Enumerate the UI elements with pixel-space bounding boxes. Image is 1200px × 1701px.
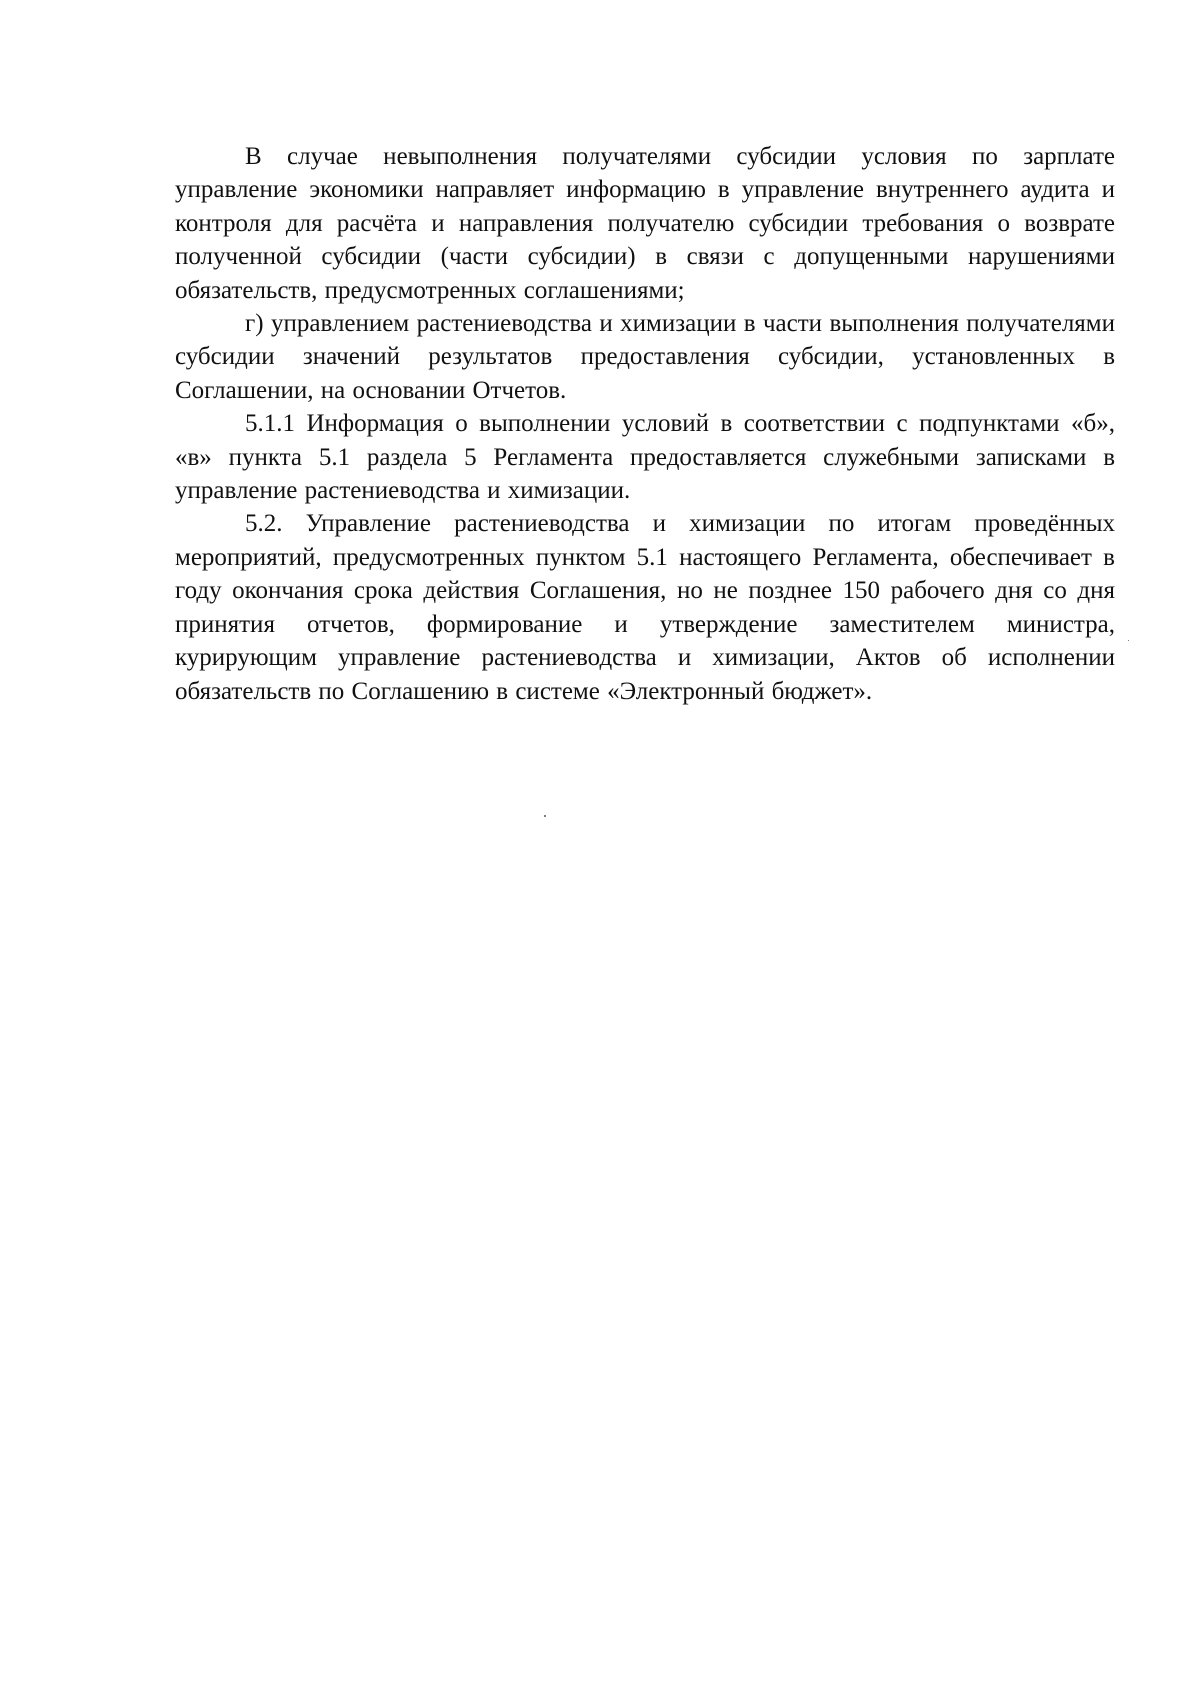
- paragraph-5-1-1: 5.1.1 Информация о выполнении условий в соответствии с подпунктами «б», «в» пункта 5.1 раздела 5 Регламента предоставляется служебными записками в управление растениеводства и химизации.: [175, 410, 1115, 505]
- scan-speck: [1128, 640, 1129, 641]
- paragraph-salary-condition: В случае невыполнения получателями субсидии условия по зарплате управление экономики направляет информацию в управление внутреннего аудита и контроля для расчёта и направления получателю субсидии требования о возврате полученной субсидии (части субсидии) в связи с допущенными нарушениями обязательств, предусмотренных соглашениями;: [175, 143, 1115, 304]
- paragraph-plant-growing-results: г) управлением растениеводства и химизации в части выполнения получателями субсидии значений результатов предоставления субсидии, установленных в Соглашении, на основании Отчетов.: [175, 310, 1115, 404]
- paragraph-5-2: 5.2. Управление растениеводства и химизации по итогам проведённых мероприятий, предусмотренных пунктом 5.1 настоящего Регламента, обеспечивает в году окончания срока действия Соглашения, но не позднее 150 рабочего дня со дня принятия отчетов, формирование и утверждение заместителем министра, курирующим управление растениеводства и химизации, Актов об исполнении обязательств по Соглашению в системе «Электронный бюджет».: [175, 510, 1115, 705]
- scan-speck: [544, 815, 546, 817]
- document-body: [175, 140, 1115, 708]
